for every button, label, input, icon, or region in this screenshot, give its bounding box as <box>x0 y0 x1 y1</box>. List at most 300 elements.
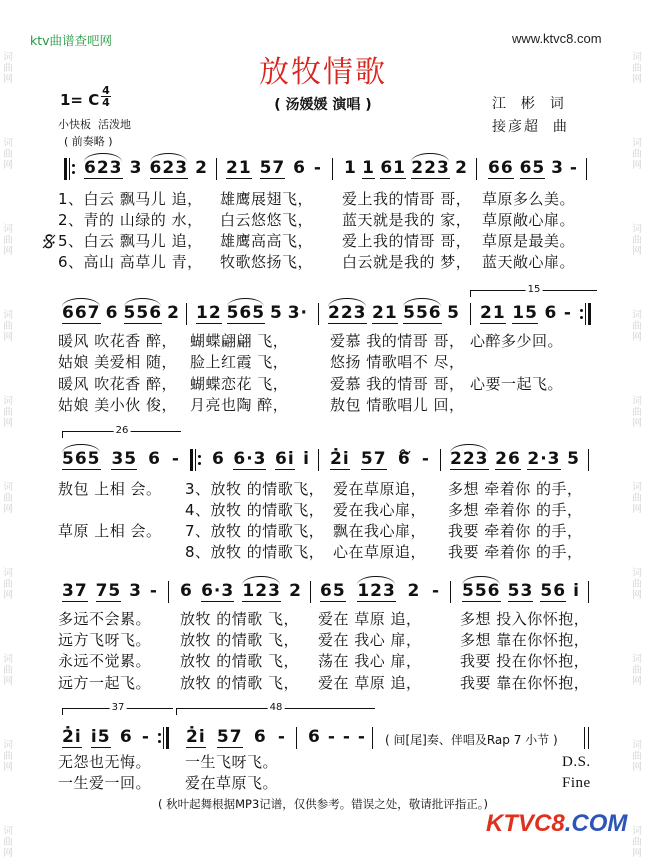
note-text: 6 <box>148 449 161 469</box>
slur-mark <box>84 153 122 162</box>
barline <box>166 727 169 749</box>
lyric-text: 放牧 的情歌 飞， <box>180 674 300 692</box>
barline <box>588 449 589 471</box>
note-text: 6 <box>105 303 119 323</box>
lyric-text: 多想 靠在你怀抱， <box>460 631 590 649</box>
note-group <box>150 159 189 179</box>
note-group <box>62 582 88 602</box>
note-group <box>411 159 450 179</box>
watermark-text: 词曲网 <box>3 224 13 257</box>
slur-mark <box>328 298 366 307</box>
lyric-text: 我要 牵着你 的手， <box>448 543 583 561</box>
site-logo <box>486 810 627 838</box>
note-text: 56 <box>540 581 567 601</box>
watermark-text: 词曲网 <box>632 224 642 257</box>
lyric-text: 爱上我的情哥 哥， <box>342 190 472 208</box>
barline <box>585 303 586 325</box>
lyric-text: 心要一起飞。 <box>470 375 564 393</box>
barline <box>168 581 169 603</box>
lyric-text: 爱在草原飞。 <box>185 774 279 792</box>
slur-mark <box>450 444 488 453</box>
lyric-text: 8、放牧 的情歌飞， <box>185 543 325 561</box>
note-group <box>84 159 123 179</box>
watermark-text: 词曲网 <box>3 826 13 859</box>
slur-mark <box>357 576 395 585</box>
lyric-text: 2、青的 山绿的 水， <box>58 211 203 229</box>
lyric-text: 爱在草原追， <box>333 480 427 498</box>
note-text: - <box>313 158 322 178</box>
note-text: - <box>327 727 336 747</box>
note-group <box>455 159 468 178</box>
note-group <box>398 450 411 469</box>
intro-note: ( 前奏略 ) <box>64 135 113 148</box>
lyric-text: 爱慕 我的情哥 哥， <box>330 332 465 350</box>
lyric-text: 心醉多少回。 <box>470 332 564 350</box>
measure <box>328 304 460 326</box>
lyric-text: 放牧 的情歌 飞， <box>180 610 300 628</box>
logo-part-ktv: KTV <box>486 810 534 837</box>
repeat-dot <box>72 164 75 167</box>
note-group <box>380 159 406 179</box>
note-group <box>260 159 286 179</box>
lyric-text: 脸上红霞 飞， <box>190 353 289 371</box>
note-text: 556 <box>123 303 163 323</box>
bar-number: 15 <box>527 284 541 295</box>
note-text: 623 <box>149 158 189 178</box>
lyric-text: 7、放牧 的情歌飞， <box>185 522 325 540</box>
barline <box>186 303 187 325</box>
note-group <box>62 450 101 470</box>
barline <box>163 727 164 749</box>
measure <box>308 728 366 750</box>
note-group <box>308 728 321 747</box>
note-text: 53 <box>507 581 534 601</box>
dash-note <box>422 450 430 469</box>
note-text: 123 <box>357 581 396 601</box>
note-group <box>320 582 346 602</box>
measure <box>480 304 572 326</box>
barline <box>318 303 319 325</box>
navigation-mark: D.S. <box>562 754 591 770</box>
note-group <box>106 304 119 323</box>
note-text: 223 <box>328 303 367 323</box>
dash-note <box>570 159 578 178</box>
note-text: 21 <box>371 303 398 323</box>
bar-number: 26 <box>115 425 129 436</box>
note-text: 6 <box>119 727 133 747</box>
bar-number-bracket <box>62 425 181 438</box>
note-text: 61 <box>380 158 406 178</box>
lyric-text: 敖包 上相 会。 <box>58 480 162 498</box>
composer: 接彦超 曲 <box>492 119 569 135</box>
note-group <box>495 450 521 470</box>
note-group <box>62 304 101 324</box>
lyric-text: 多想 牵着你 的手， <box>448 480 583 498</box>
lyric-text: 草原是最美。 <box>482 232 576 250</box>
lyric-text: 多想 投入你怀抱， <box>460 610 590 628</box>
note-group <box>270 304 283 323</box>
note-group <box>148 450 161 469</box>
note-text: 2 <box>455 158 468 178</box>
watermark-text: 词曲网 <box>3 568 13 601</box>
note-group <box>180 582 193 601</box>
watermark-text: 词曲网 <box>632 568 642 601</box>
song-title: 放牧情歌 <box>259 55 387 90</box>
watermark-text: 词曲网 <box>632 654 642 687</box>
lyric-text: 6、高山 高草儿 青， <box>58 253 203 271</box>
slur-mark <box>124 298 162 307</box>
note-text: 57 <box>216 727 243 747</box>
lyricist: 江 彬 词 <box>492 96 566 112</box>
measure <box>488 159 578 181</box>
barline <box>332 158 333 180</box>
dash-note <box>328 728 336 747</box>
note-group <box>275 450 295 470</box>
key-signature: 1= C <box>60 91 100 109</box>
watermark-text: 词曲网 <box>3 654 13 687</box>
note-text: i <box>303 449 310 469</box>
note-text: 21 <box>226 158 252 178</box>
barline <box>470 303 471 325</box>
note-text: 12 <box>196 303 222 323</box>
ornament-mark <box>399 441 411 447</box>
note-text: 3· <box>287 303 308 323</box>
note-text: 21 <box>480 303 506 323</box>
note-text: 65 <box>519 158 546 178</box>
watermark-text: 词曲网 <box>632 396 642 429</box>
lyric-text: 爱慕 我的情哥 哥， <box>330 375 465 393</box>
slur-mark <box>411 153 449 162</box>
note-group <box>293 159 306 178</box>
note-text: 65 <box>320 581 346 601</box>
note-text: - <box>149 581 158 601</box>
barline <box>586 158 587 180</box>
lyric-text: 1、白云 飘马儿 追， <box>58 190 203 208</box>
note-text: 667 <box>62 303 101 323</box>
lyric-text: 荡在 我心 扉， <box>318 652 422 670</box>
note-text: - <box>277 727 286 747</box>
watermark-text: 词曲网 <box>3 52 13 85</box>
lyric-text: 爱上我的情哥 哥， <box>342 232 472 250</box>
note-text: 5 <box>567 449 580 469</box>
watermark-text: 词曲网 <box>632 482 642 515</box>
note-text: - <box>569 158 578 178</box>
note-text: 3 <box>129 581 142 601</box>
note-text: 623 <box>84 158 123 178</box>
note-group <box>217 728 243 748</box>
logo-part-c8: C8 <box>534 810 565 837</box>
note-group <box>551 159 564 178</box>
measure <box>186 728 286 750</box>
note-group <box>372 304 398 324</box>
note-group <box>254 728 267 747</box>
measure <box>462 582 580 604</box>
note-group <box>227 304 266 324</box>
note-group <box>520 159 546 179</box>
note-group <box>242 582 281 602</box>
note-group <box>447 304 460 323</box>
note-group <box>212 450 225 469</box>
lyric-text: 爱在 草原 追， <box>318 674 422 692</box>
note-group <box>303 450 310 469</box>
note-group <box>540 582 566 602</box>
lyric-text: 爱在 草原 追， <box>318 610 422 628</box>
note-group <box>450 450 489 470</box>
dash-note <box>564 304 572 323</box>
measure <box>62 304 180 326</box>
note-text: 3 <box>551 158 564 178</box>
note-group <box>91 728 111 748</box>
lyric-text: 一生爱一回。 <box>58 774 152 792</box>
barline <box>190 449 193 471</box>
note-group <box>527 450 560 470</box>
note-group <box>226 159 252 179</box>
note-text: - <box>563 303 572 323</box>
note-text: 66 <box>488 158 514 178</box>
bar-number-bracket <box>176 702 375 715</box>
lyric-text: 暖风 吹花香 醉， <box>58 332 178 350</box>
bar-number-bracket <box>62 702 173 715</box>
note-text: 57 <box>360 449 387 469</box>
note-group <box>195 159 208 178</box>
slur-mark <box>403 298 441 307</box>
note-text: 6·3 <box>233 449 267 469</box>
note-text: - <box>357 727 366 747</box>
note-group <box>462 582 501 602</box>
dash-note <box>358 728 366 747</box>
interlude-note: ( 间[尾]奏、伴唱及Rap 7 小节 ) <box>385 733 558 747</box>
lyric-text: 白云就是我的 梦， <box>342 253 472 271</box>
note-group <box>288 304 308 323</box>
slur-mark <box>462 576 500 585</box>
barline <box>310 581 311 603</box>
lyric-text: 牧歌悠扬飞， <box>220 253 314 271</box>
lyric-text: 悠扬 情歌唱不 尽， <box>330 353 465 371</box>
lyric-text: 爱在 我心 扉， <box>318 631 422 649</box>
lyric-text: 放牧 的情歌 飞， <box>180 652 300 670</box>
lyric-text: 多想 牵着你 的手， <box>448 501 583 519</box>
barline <box>216 158 217 180</box>
lyric-text: 远方一起飞。 <box>58 674 152 692</box>
note-text: 5 <box>269 303 283 323</box>
lyric-text: 暖风 吹花香 醉， <box>58 375 178 393</box>
measure <box>84 159 208 181</box>
note-text: 5 <box>447 303 460 323</box>
note-group <box>488 159 514 179</box>
site-url: www.ktvc8.com <box>512 31 602 46</box>
note-group <box>289 582 302 601</box>
note-text: 26 <box>495 449 521 469</box>
lyric-text: 姑娘 美爱相 随， <box>58 353 178 371</box>
lyric-text: 飘在我心扉， <box>333 522 427 540</box>
note-text: - <box>141 727 150 747</box>
repeat-dot <box>580 309 583 312</box>
slur-mark <box>227 298 265 307</box>
dash-note <box>150 582 158 601</box>
time-signature-bottom: 4 <box>102 96 110 109</box>
note-group <box>186 728 206 748</box>
lyric-text: 远方飞呀飞。 <box>58 631 152 649</box>
barline <box>372 727 373 749</box>
measure <box>226 159 322 181</box>
note-text: 2 <box>407 581 421 601</box>
note-text: 35 <box>111 449 138 469</box>
note-group <box>62 728 82 748</box>
note-group <box>403 304 442 324</box>
slur-mark <box>242 576 280 585</box>
note-group <box>545 304 558 323</box>
note-group <box>111 450 137 470</box>
lyric-text: 蝴蝶翩翩 飞， <box>190 332 289 350</box>
note-text: 2̇i <box>186 727 206 747</box>
repeat-dot <box>72 171 75 174</box>
lyric-text: 永远不觉累。 <box>58 652 152 670</box>
note-text: 2̇i <box>62 727 82 747</box>
bar-number-bracket <box>470 284 597 297</box>
measure <box>344 159 468 181</box>
note-text: 3 <box>129 158 143 178</box>
lyric-text: 蝴蝶恋花 飞， <box>190 375 289 393</box>
note-text: i5 <box>90 727 111 747</box>
barline <box>584 727 585 749</box>
note-text: 1 <box>344 158 357 178</box>
note-group <box>196 304 222 324</box>
note-text: 565 <box>62 449 101 469</box>
note-group <box>361 450 387 470</box>
barline <box>440 449 441 471</box>
repeat-dot <box>198 455 201 458</box>
footer-note: ( 秋叶起舞根据MP3记谱，仅供参考。错误之处，敬请批评指正。) <box>157 797 489 811</box>
repeat-dot <box>158 733 161 736</box>
watermark-text: 词曲网 <box>632 740 642 773</box>
note-text: - <box>171 449 180 469</box>
note-group <box>167 304 180 323</box>
note-text: 6 <box>308 727 321 747</box>
lyric-text: 姑娘 美小伙 俊， <box>58 396 178 414</box>
note-text: 6 <box>293 158 306 178</box>
note-text: 6 <box>397 449 411 469</box>
measure <box>62 728 150 750</box>
note-text: 6·3 <box>201 581 235 601</box>
note-text: 2 <box>289 581 302 601</box>
logo-part-com: .COM <box>564 810 628 837</box>
segno-icon <box>42 233 56 250</box>
watermark-text: 词曲网 <box>3 482 13 515</box>
note-text: 1 <box>362 158 375 178</box>
note-text: 223 <box>450 449 489 469</box>
tempo-marking: 小快板 活泼地 <box>58 118 131 131</box>
measure <box>212 450 310 472</box>
lyric-text: 雄鹰高高飞， <box>220 232 314 250</box>
repeat-dot <box>198 462 201 465</box>
site-name: ktv曲谱查吧网 <box>30 33 113 48</box>
lyric-text: 放牧 的情歌 飞， <box>180 631 300 649</box>
slur-mark <box>62 298 100 307</box>
time-signature-top: 4 <box>102 84 110 97</box>
repeat-dot <box>158 740 161 743</box>
barline <box>69 158 70 180</box>
dash-note <box>314 159 322 178</box>
note-text: - <box>421 449 430 469</box>
lyric-text: 蓝天就是我的 家， <box>342 211 472 229</box>
lyric-text: 白云悠悠飞， <box>220 211 314 229</box>
barline <box>318 449 319 471</box>
lyric-text: 敖包 情歌唱儿 回， <box>330 396 465 414</box>
barline <box>588 581 589 603</box>
note-text: i <box>573 581 580 601</box>
barline <box>588 727 589 749</box>
lyric-text: 草原 上相 会。 <box>58 522 162 540</box>
barline <box>195 449 196 471</box>
lyric-text: 无怨也无悔。 <box>58 753 152 771</box>
slur-mark <box>62 444 100 453</box>
lyric-text: 我要 牵着你 的手， <box>448 522 583 540</box>
lyric-text: 心在草原追， <box>333 543 427 561</box>
watermark-text: 词曲网 <box>3 310 13 343</box>
measure <box>320 582 440 604</box>
lyric-text: 一生飞呀飞。 <box>185 753 279 771</box>
measure <box>196 304 308 326</box>
measure <box>62 582 158 604</box>
lyric-text: 4、放牧 的情歌飞， <box>185 501 325 519</box>
lyric-text: 多远不会累。 <box>58 610 152 628</box>
note-group <box>567 450 580 469</box>
dash-note <box>432 582 440 601</box>
note-text: 6i <box>275 449 295 469</box>
note-group <box>328 304 367 324</box>
lyric-text: 草原多么美。 <box>482 190 576 208</box>
watermark-text: 词曲网 <box>632 138 642 171</box>
slur-mark <box>150 153 188 162</box>
note-group <box>201 582 234 602</box>
lyric-text: 月亮也陶 醉， <box>190 396 289 414</box>
measure <box>62 450 180 472</box>
note-text: 6 <box>180 581 193 601</box>
lyric-text: 我要 靠在你怀抱， <box>460 674 590 692</box>
note-group <box>407 582 420 601</box>
note-text: 6 <box>253 727 267 747</box>
measure <box>180 582 302 604</box>
barline <box>588 303 591 325</box>
lyric-text: 3、放牧 的情歌飞， <box>185 480 325 498</box>
note-text: 556 <box>462 581 501 601</box>
note-group <box>120 728 133 747</box>
note-group <box>96 582 122 602</box>
note-group <box>357 582 396 602</box>
lyric-text: 爱在我心扉， <box>333 501 427 519</box>
watermark-text: 词曲网 <box>632 310 642 343</box>
watermark-text: 词曲网 <box>3 740 13 773</box>
note-text: 2̇i <box>330 449 350 469</box>
dash-note <box>172 450 180 469</box>
note-group <box>573 582 580 601</box>
note-group <box>124 304 163 324</box>
note-group <box>508 582 534 602</box>
note-text: 123 <box>242 581 281 601</box>
watermark-text: 词曲网 <box>632 826 642 859</box>
note-group <box>480 304 506 324</box>
lyric-text: 草原敞心扉。 <box>482 211 576 229</box>
barline <box>296 727 297 749</box>
note-group <box>512 304 538 324</box>
watermark-text: 词曲网 <box>3 396 13 429</box>
singer: ( 汤媛媛 演唱 ) <box>274 97 372 113</box>
lyric-text: 雄鹰展翅飞， <box>220 190 314 208</box>
note-text: 75 <box>95 581 122 601</box>
note-text: 15 <box>512 303 538 323</box>
lyric-text: 我要 投在你怀抱， <box>460 652 590 670</box>
note-group <box>330 450 350 470</box>
